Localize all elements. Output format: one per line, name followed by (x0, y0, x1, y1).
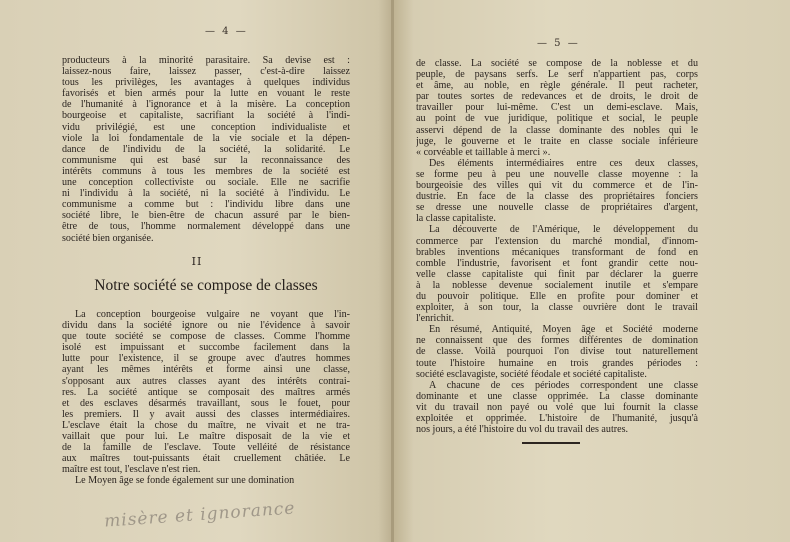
text-line: par toutes sortes de redevances et de droits, le droit de (416, 91, 698, 103)
text-line: l'enrichit. (416, 313, 454, 325)
left-text-block-top (62, 55, 350, 244)
text-line: dividu dans la société ignore ou nie l'évidence à savoir (62, 320, 350, 332)
text-line: vidu privilégié, est une conception individualiste et (62, 121, 350, 133)
text-line: commerce par l'extension du marché mondial, d'innom- (416, 235, 698, 247)
text-line: « corvéable et taillable à merci ». (416, 146, 551, 158)
text-line: ayant les mêmes intérêts et forme ainsi une classe, (62, 364, 350, 376)
text-line: de classe. La société se compose de la noblesse et du (416, 58, 698, 69)
page-number-right: — 5 — (537, 38, 580, 49)
text-line: res. La société antique se composait des maîtres armés (62, 386, 350, 398)
text-line: exploiter, à son tour, la classe ouvrière dont le travail (416, 302, 698, 314)
section-end-rule (522, 442, 580, 444)
text-line: vaillait que pour lui. Le maître disposait de la vie et (62, 431, 350, 443)
text-line: de la famille de l'esclave. Toute velléité de résistance (62, 442, 350, 454)
text-line: société esclavagiste, société féodale et société capitaliste. (416, 368, 647, 380)
text-line: de l'humanité à l'ignorance et à la misère. La conception (62, 99, 350, 111)
text-line: être de tous, l'homme normalement développé dans une (62, 221, 350, 233)
text-line: laissez-nous faire, laissez passer, c'est-à-dire laissez (62, 66, 350, 78)
text-line: se forme peu à peu une nouvelle classe moyenne : la (416, 168, 698, 180)
section-number: II (191, 255, 203, 268)
text-line: toute l'histoire humaine en trois grandes périodes : (416, 357, 698, 369)
text-line: maître est tout, l'esclave n'est rien. (62, 464, 201, 476)
text-line: communisme qui est basé sur la reconnaissance des (62, 154, 350, 166)
page-number-left: — 4 — (205, 26, 248, 37)
text-line: travailler pour lui-même. C'est un demi-esclave. Mais, (416, 102, 698, 114)
text-line: peuple, de paysans serfs. Le serf n'appartient pas, corps (416, 69, 698, 81)
text-line: aux maîtres tout-puissants était cruellement châtiée. Le (62, 453, 350, 465)
text-line: la classe capitaliste. (416, 213, 496, 225)
text-line: société libre, le bien-être de chacun assuré par le bien- (62, 210, 350, 222)
text-line: au point de vue juridique, politique et social, le peuple (416, 113, 698, 125)
text-line: exploitée et opprimée. L'histoire de l'humanité, jusqu'à (416, 413, 698, 424)
text-line: ni l'individu à la société, ni la société à l'individu. Le (62, 188, 350, 200)
text-line: dustrie. En face de la classe des propriétaires fonciers (416, 191, 698, 203)
text-line: Des éléments intermédiaires entre ces deux classes, (429, 157, 698, 169)
text-line: comble l'industrie, favorisent et font grandir cette nou- (416, 257, 698, 269)
text-line: Le Moyen âge se fonde également sur une domination (75, 475, 295, 487)
text-line: vit du travail non payé ou volé que lui fournit la classe (416, 401, 698, 413)
left-text-block-bottom (62, 309, 350, 487)
text-line: se dresse une nouvelle classe de propriétaires d'argent, (416, 202, 698, 214)
left-page (0, 0, 394, 542)
text-line: les premiers. Il y avait aussi des classes intermédiaires. (62, 408, 350, 420)
handwritten-note: misère et ignorance (103, 498, 296, 532)
text-line: La conception bourgeoise vulgaire ne voyant que l'in- (75, 309, 350, 320)
text-line: nos jours, a été l'histoire du vol du travail des autres. (416, 424, 629, 436)
text-line: dominante et une classe opprimée. La classe dominante (416, 390, 698, 402)
text-line: de classe. Voilà pourquoi l'on divise tout naturellement (416, 346, 698, 358)
text-line: bourgeoisie des villes qui vit du commerce et de l'in- (416, 180, 698, 192)
text-line: juge, le gouverne et le traite en classe sociale inférieure (416, 135, 698, 147)
text-line: viole la loi fondamentale de la vie sociale et la dépen- (62, 132, 350, 144)
text-line: La découverte de l'Amérique, le développement du (429, 224, 698, 236)
text-line: brables inventions mécaniques transformant de fond en (416, 246, 698, 258)
text-line: du pouvoir politique. Elle en profite pour dominer et (416, 290, 698, 302)
section-title: Notre société se compose de classes (94, 277, 318, 294)
text-line: communisme a comme but : l'individu libre dans une (62, 199, 350, 211)
text-line: isolé est impuissant et succombe facilement dans la (62, 342, 350, 354)
right-page (394, 0, 790, 542)
text-line: une conception collectiviste ou sociale. Elle ne sacrifie (62, 177, 350, 189)
text-line: velle classe capitaliste qui finit par déclarer la guerre (416, 268, 698, 280)
right-text-block (416, 58, 698, 435)
text-line: tous les privilèges, les avantages à quelques individus (62, 77, 350, 89)
text-line: A chacune de ces périodes correspondent une classe (429, 379, 698, 391)
text-line: dance de l'individu de la société, la solidarité. Le (62, 143, 350, 155)
text-line: producteurs à la minorité parasitaire. Sa devise est : (62, 55, 350, 66)
text-line: ne connaissent que des formes différentes de domination (416, 335, 698, 347)
text-line: que toute société se compose de classes. Comme l'homme (62, 331, 350, 343)
text-line: société bien organisée. (62, 232, 154, 244)
text-line: et des esclaves désarmés travaillant, sous le fouet, pour (62, 397, 350, 409)
text-line: bourgeoise et capitaliste, sacrifiant la société à l'indi- (62, 110, 350, 122)
text-line: L'esclave était la chose du maître, ne vivait et ne tra- (62, 419, 350, 431)
text-line: favorisés et bien armés pour la lutte en vouant le reste (62, 88, 350, 100)
text-line: à la noblesse devenue socialement inutile et s'empare (416, 279, 698, 291)
text-line: intérêts communs à tous les membres de la société est (62, 165, 350, 177)
text-line: lutte pour l'existence, il se groupe avec d'autres hommes (62, 353, 350, 365)
text-line: et âme, au noble, en règle générale. Il peut racheter, (416, 80, 698, 92)
text-line: asservi dépend de la classe dominante des nobles qui le (416, 124, 698, 136)
text-line: En résumé, Antiquité, Moyen âge et Société moderne (429, 324, 698, 336)
text-line: s'opposant aux autres classes ayant des intérêts contrai- (62, 375, 350, 387)
